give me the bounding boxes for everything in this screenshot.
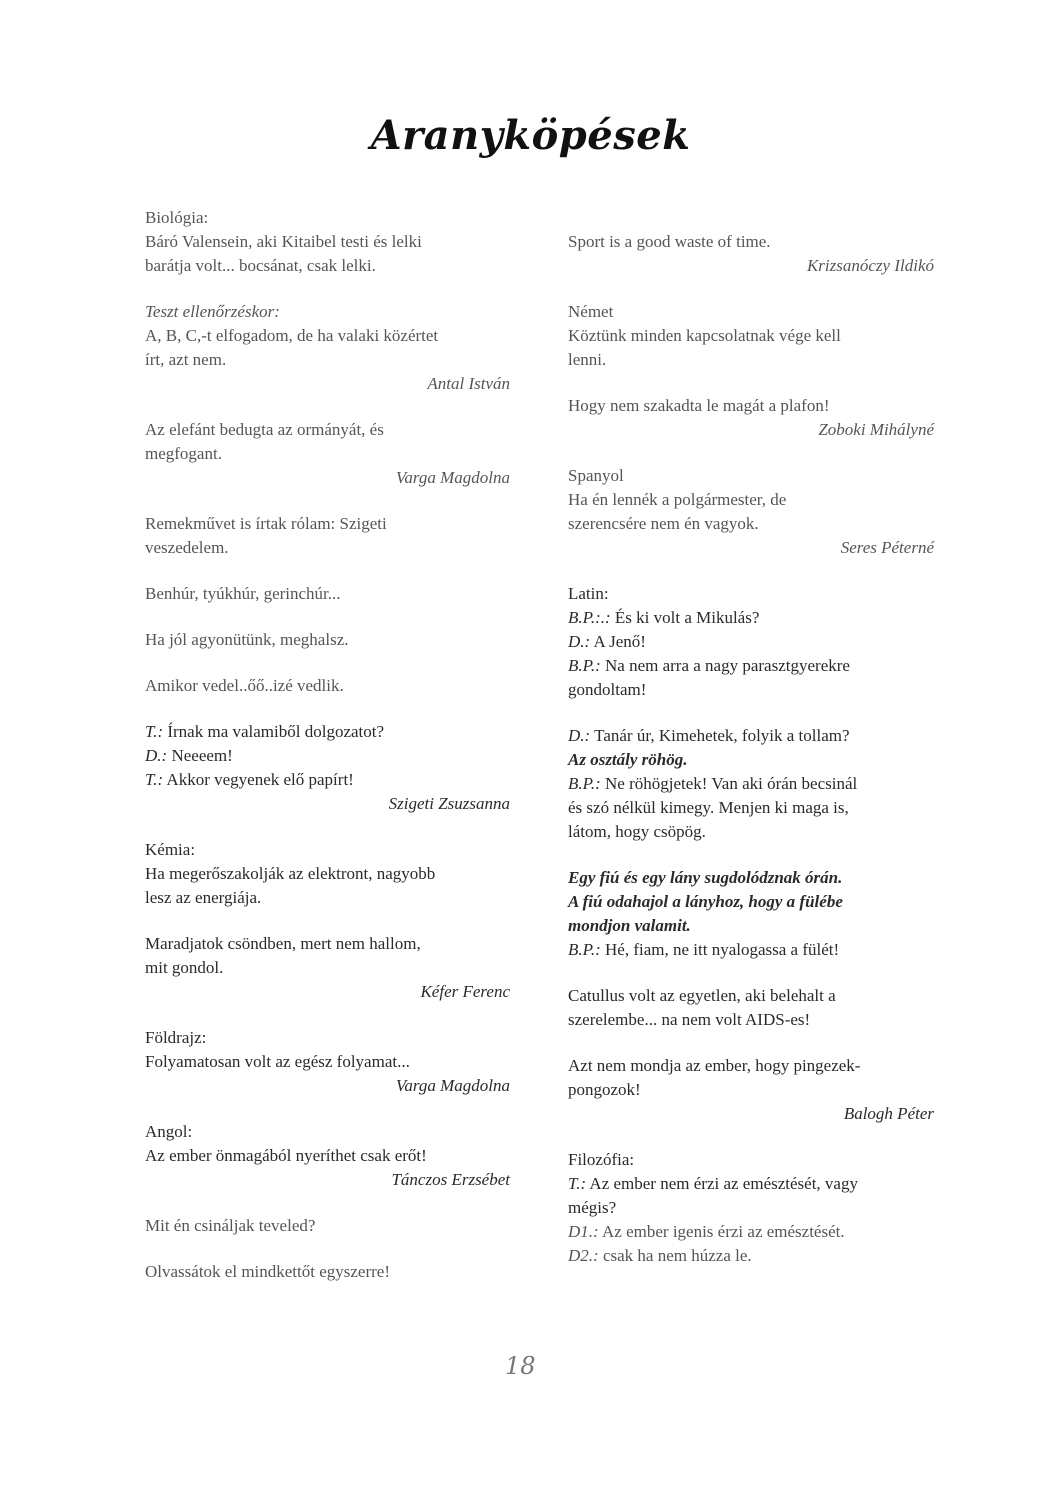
- quote-context: Teszt ellenőrzéskor:: [145, 302, 280, 321]
- quote-author: Seres Péterné: [840, 538, 934, 557]
- quote-kemia: [145, 838, 510, 910]
- quote-line: Maradjatok csöndben, mert nem hallom,: [145, 934, 421, 953]
- dialogue-line: [145, 768, 510, 792]
- section-heading: Német: [568, 302, 614, 321]
- quote-line: Az elefánt bedugta az ormányát, és: [145, 420, 384, 439]
- quote-fulet: [568, 866, 934, 962]
- quote-author: Varga Magdolna: [395, 468, 510, 487]
- left-column: [145, 206, 510, 1306]
- dialogue-line: [568, 1172, 934, 1196]
- quote-author: Krizsanóczy Ildikó: [806, 256, 934, 275]
- quote-line: Sport is a good waste of time.: [568, 232, 771, 251]
- quote-spanyol: [568, 464, 934, 560]
- quote-line: Azt nem mondja az ember, hogy pingezek-: [568, 1056, 861, 1075]
- quote-angol: [145, 1120, 510, 1192]
- speaker: B.P.:: [568, 656, 601, 675]
- dialogue-line: [568, 654, 934, 678]
- quote-line: barátja volt... bocsánat, csak lelki.: [145, 256, 376, 275]
- quote-line: Amikor vedel..őő..izé vedlik.: [145, 676, 344, 695]
- speaker: B.P.:.:: [568, 608, 611, 627]
- dialogue-text: csak ha nem húzza le.: [598, 1246, 752, 1265]
- speaker: T.:: [145, 722, 164, 741]
- section-heading: Filozófia:: [568, 1150, 635, 1169]
- dialogue-text: gondoltam!: [568, 680, 647, 699]
- quote-line: Folyamatosan volt az egész folyamat...: [145, 1052, 410, 1071]
- quote-line: Remekművet is írtak rólam: Szigeti: [145, 514, 387, 533]
- dialogue-line: [568, 1244, 934, 1268]
- dialogue-text: Tanár úr, Kimehetek, folyik a tollam?: [590, 726, 850, 745]
- quote-foldrajz: [145, 1026, 510, 1098]
- speaker: D.:: [145, 746, 168, 765]
- quote-tollam: [568, 724, 934, 844]
- speaker: D.:: [568, 632, 591, 651]
- dialogue-text: látom, hogy csöpög.: [568, 822, 706, 841]
- quote-line: A, B, C,-t elfogadom, de ha valaki közértet: [145, 326, 439, 345]
- speaker: D2.:: [568, 1246, 599, 1265]
- quote-line: veszedelem.: [145, 538, 229, 557]
- stage-direction: mondjon valamit.: [568, 916, 691, 935]
- quote-line: írt, azt nem.: [145, 350, 227, 369]
- dialogue-line: [145, 720, 510, 744]
- speaker: B.P.:: [568, 940, 601, 959]
- speaker: D.:: [568, 726, 591, 745]
- dialogue-text: Neeeem!: [167, 746, 233, 765]
- quote-nemet: [568, 300, 934, 372]
- quote-line: Báró Valensein, aki Kitaibel testi és lelki: [145, 232, 422, 251]
- speaker: T.:: [145, 770, 164, 789]
- quote-author: Varga Magdolna: [395, 1076, 510, 1095]
- dialogue-text: és szó nélkül kimegy. Menjen ki maga is,: [568, 798, 849, 817]
- quote-line: Hogy nem szakadta le magát a plafon!: [568, 396, 830, 415]
- quote-vedlik: [145, 674, 510, 698]
- dialogue-text: Az ember igenis érzi az emésztését.: [598, 1222, 845, 1241]
- dialogue-line: [568, 1220, 934, 1244]
- quote-filozofia: [568, 1148, 934, 1268]
- dialogue-text: Ne röhögjetek! Van aki órán becsinál: [600, 774, 858, 793]
- dialogue-text: Na nem arra a nagy parasztgyerekre: [600, 656, 850, 675]
- quote-dolgozat: [145, 720, 510, 816]
- dialogue-line: [568, 724, 934, 748]
- quote-line: Catullus volt az egyetlen, aki belehalt a: [568, 986, 836, 1005]
- quote-line: mit gondol.: [145, 958, 224, 977]
- quote-line: Ha én lennék a polgármester, de: [568, 490, 787, 509]
- quote-biologia: [145, 206, 510, 278]
- quote-latin: [568, 582, 934, 702]
- quote-line: Ha jól agyonütünk, meghalsz.: [145, 630, 349, 649]
- dialogue-line: [568, 606, 934, 630]
- stage-direction: A fiú odahajol a lányhoz, hogy a fülébe: [568, 892, 843, 911]
- quote-sport: [568, 230, 934, 278]
- page-number: 18: [505, 1352, 536, 1380]
- quote-author: Kéfer Ferenc: [420, 982, 510, 1001]
- right-column: [568, 230, 934, 1290]
- quote-teveled: [145, 1214, 510, 1238]
- section-heading: Kémia:: [145, 840, 196, 859]
- quote-line: szerencsére nem én vagyok.: [568, 514, 759, 533]
- speaker: B.P.:: [568, 774, 601, 793]
- quote-line: Benhúr, tyúkhúr, gerinchúr...: [145, 584, 341, 603]
- quote-pingpong: [568, 1054, 934, 1126]
- section-heading: Latin:: [568, 584, 609, 603]
- quote-mindketto: [145, 1260, 510, 1284]
- quote-line: pongozok!: [568, 1080, 641, 1099]
- quote-author: Antal István: [427, 374, 510, 393]
- quote-plafon: [568, 394, 934, 442]
- quote-author: Szigeti Zsuzsanna: [388, 794, 510, 813]
- quote-line: Ha megerőszakolják az elektront, nagyobb: [145, 864, 436, 883]
- dialogue-text: És ki volt a Mikulás?: [610, 608, 760, 627]
- speaker: T.:: [568, 1174, 587, 1193]
- quote-line: lesz az energiája.: [145, 888, 262, 907]
- dialogue-text: Akkor vegyenek elő papírt!: [163, 770, 354, 789]
- quote-line: lenni.: [568, 350, 607, 369]
- dialogue-line: [568, 630, 934, 654]
- quote-remekmu: [145, 512, 510, 560]
- dialogue-text: Az ember nem érzi az emésztését, vagy: [586, 1174, 858, 1193]
- quote-author: Balogh Péter: [843, 1104, 934, 1123]
- quote-line: Olvassátok el mindkettőt egyszerre!: [145, 1262, 391, 1281]
- quote-teszt: [145, 300, 510, 396]
- quote-catullus: [568, 984, 934, 1032]
- dialogue-line: [568, 938, 934, 962]
- quote-line: Köztünk minden kapcsolatnak vége kell: [568, 326, 841, 345]
- page-title: Aranyköpések: [370, 112, 691, 159]
- dialogue-text: Hé, fiam, ne itt nyalogassa a fülét!: [600, 940, 840, 959]
- quote-line: Mit én csináljak teveled?: [145, 1216, 316, 1235]
- section-heading: Spanyol: [568, 466, 624, 485]
- quote-benhur: [145, 582, 510, 606]
- quote-csondben: [145, 932, 510, 1004]
- section-heading: Angol:: [145, 1122, 193, 1141]
- dialogue-text: mégis?: [568, 1198, 617, 1217]
- dialogue-text: Írnak ma valamiből dolgozatot?: [163, 722, 385, 741]
- section-heading: Biológia:: [145, 208, 209, 227]
- stage-direction: Egy fiú és egy lány sugdolódznak órán.: [568, 868, 843, 887]
- dialogue-line: [145, 744, 510, 768]
- dialogue-text: A Jenő!: [590, 632, 646, 651]
- quote-elefant: [145, 418, 510, 490]
- quote-line: Az ember önmagából nyeríthet csak erőt!: [145, 1146, 427, 1165]
- quote-line: megfogant.: [145, 444, 222, 463]
- quote-line: szerelembe... na nem volt AIDS-es!: [568, 1010, 811, 1029]
- section-heading: Földrajz:: [145, 1028, 207, 1047]
- stage-direction: Az osztály röhög.: [568, 750, 688, 769]
- speaker: D1.:: [568, 1222, 599, 1241]
- dialogue-line: [568, 772, 934, 796]
- quote-author: Tánczos Erzsébet: [391, 1170, 510, 1189]
- quote-author: Zoboki Mihályné: [818, 420, 934, 439]
- quote-agyonut: [145, 628, 510, 652]
